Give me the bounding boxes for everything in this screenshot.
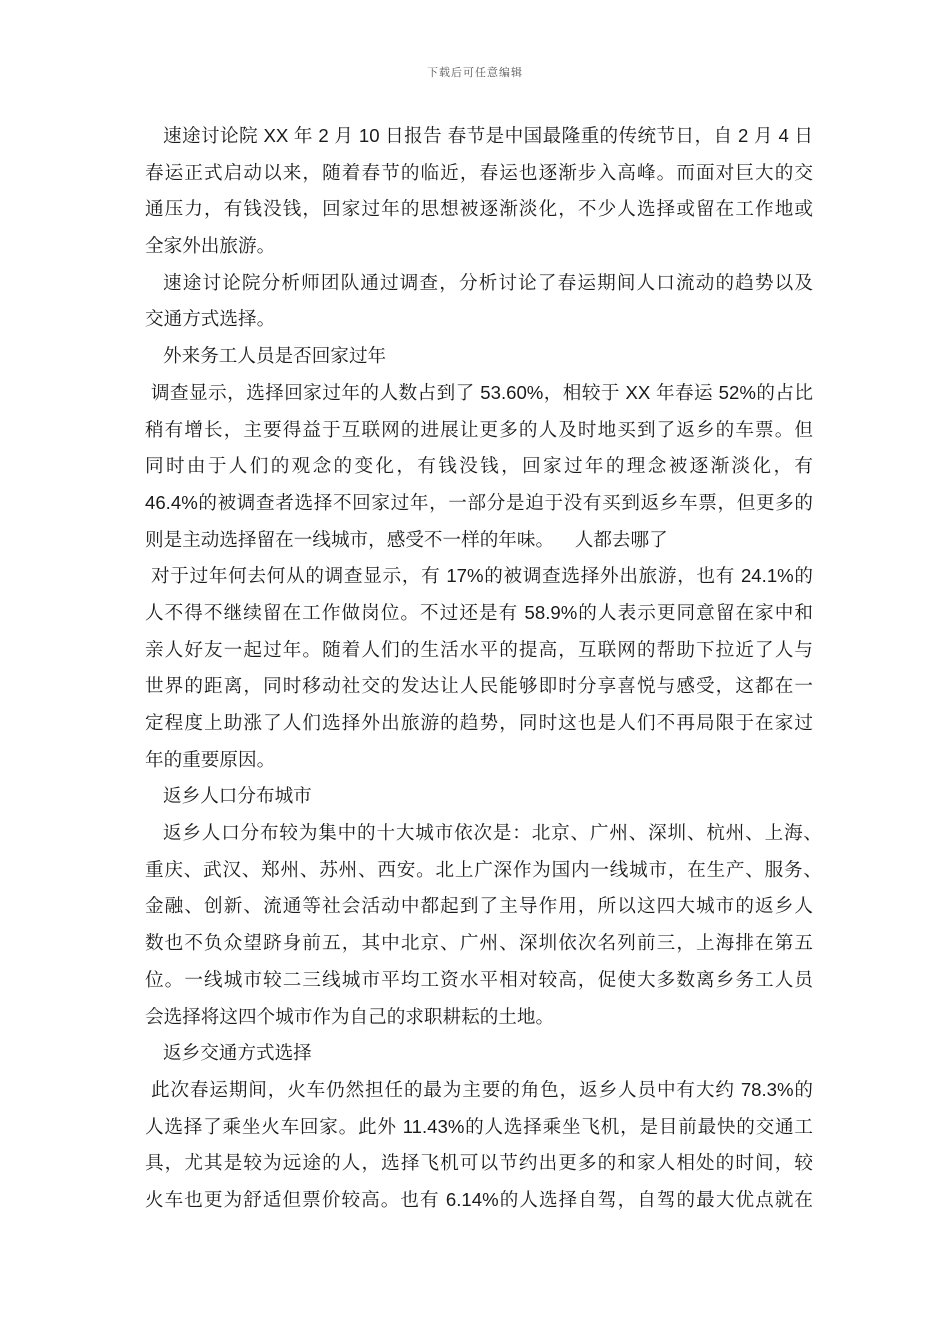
page-header: 下载后可任意编辑 xyxy=(427,66,523,79)
paragraph-line: 调查显示，选择回家过年的人数占到了 53.60%，相较于 XX 年春运 52%的占比 xyxy=(151,381,813,403)
document-body xyxy=(145,118,822,1219)
paragraph-line: 火车也更为舒适但票价较高。也有 6.14%的人选择自驾，自驾的最大优点就在 xyxy=(145,1188,813,1210)
paragraph-line: 世界的距离，同时移动社交的发达让人民能够即时分享喜悦与感受，这都在一 xyxy=(145,675,813,697)
paragraph-line: 定程度上助涨了人们选择外出旅游的趋势，同时这也是人们不再局限于在家过 xyxy=(145,712,813,733)
paragraph-line: 对于过年何去何从的调查显示，有 17%的被调查选择外出旅游，也有 24.1%的 xyxy=(151,565,813,587)
paragraph-line: 稍有增长，主要得益于互联网的进展让更多的人及时地买到了返乡的车票。但 xyxy=(145,418,813,440)
paragraph-where-people-go xyxy=(145,558,813,778)
paragraph-line: 金融、创新、流通等社会活动中都起到了主导作用，所以这四大城市的返乡人 xyxy=(145,895,813,917)
paragraph-line: 通压力，有钱没钱，回家过年的思想被逐渐淡化，不少人选择或留在工作地或 xyxy=(145,198,813,220)
paragraph-line: 46.4%的被调查者选择不回家过年，一部分是迫于没有买到返乡车票，但更多的 xyxy=(145,491,813,513)
paragraph-transport-choice xyxy=(145,1072,813,1219)
paragraph-intro xyxy=(145,118,813,265)
paragraph-line: 速途讨论院 XX 年 2 月 10 日报告 春节是中国最隆重的传统节日，自 2 月 4 日 xyxy=(163,125,813,146)
paragraph-survey-results xyxy=(145,375,813,558)
paragraph-line: 人选择了乘坐火车回家。此外 11.43%的人选择乘坐飞机，是目前最快的交通工 xyxy=(145,1115,813,1137)
paragraph-line: 全家外出旅游。 xyxy=(145,235,276,257)
paragraph-line: 位。一线城市较二三线城市平均工资水平相对较高，促使大多数离乡务工人员 xyxy=(145,968,813,990)
paragraph-analysis-team xyxy=(145,265,813,338)
section-heading-going-home: 外来务工人员是否回家过年 xyxy=(163,345,387,367)
paragraph-line: 数也不负众望跻身前五，其中北京、广州、深圳依次名列前三，上海排在第五 xyxy=(145,932,813,954)
paragraph-line: 交通方式选择。 xyxy=(145,308,276,330)
paragraph-line: 此次春运期间，火车仍然担任的最为主要的角色，返乡人员中有大约 78.3%的 xyxy=(151,1078,813,1100)
section-heading-city-distribution: 返乡人口分布城市 xyxy=(163,785,312,807)
paragraph-line: 具，尤其是较为远途的人，选择飞机可以节约出更多的和家人相处的时间，较 xyxy=(145,1152,813,1174)
section-heading-transport-choice: 返乡交通方式选择 xyxy=(163,1042,312,1064)
paragraph-line: 返乡人口分布较为集中的十大城市依次是：北京、广州、深圳、杭州、上海、 xyxy=(163,822,822,844)
paragraph-city-distribution xyxy=(145,815,822,1035)
paragraph-line: 人不得不继续留在工作做岗位。不过还是有 58.9%的人表示更同意留在家中和 xyxy=(145,601,813,623)
paragraph-line: 亲人好友一起过年。随着人们的生活水平的提高，互联网的帮助下拉近了人与 xyxy=(145,638,813,660)
paragraph-line: 春运正式启动以来，随着春节的临近，春运也逐渐步入高峰。而面对巨大的交 xyxy=(145,161,813,183)
paragraph-line: 同时由于人们的观念的变化，有钱没钱，回家过年的理念被逐渐淡化，有 xyxy=(145,455,813,477)
paragraph-line: 重庆、武汉、郑州、苏州、西安。北上广深作为国内一线城市，在生产、服务、 xyxy=(145,858,822,880)
paragraph-line: 速途讨论院分析师团队通过调查，分析讨论了春运期间人口流动的趋势以及 xyxy=(163,271,813,293)
paragraph-line: 年的重要原因。 xyxy=(145,748,276,770)
paragraph-line: 则是主动选择留在一线城市，感受不一样的年味。 人都去哪了 xyxy=(145,528,668,550)
paragraph-line: 会选择将这四个城市作为自己的求职耕耘的土地。 xyxy=(145,1005,555,1027)
